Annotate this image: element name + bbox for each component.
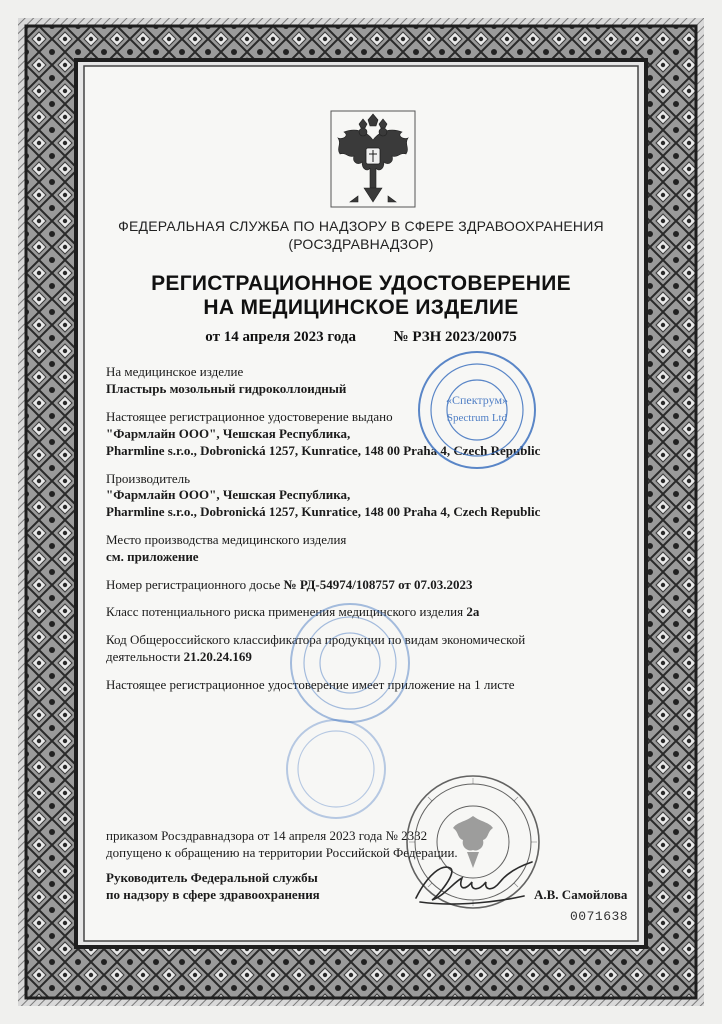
manufacturer-line1: "Фармлайн ООО", Чешская Республика, — [106, 487, 351, 502]
company-stamp-name-ru: «Спектрум» — [445, 393, 509, 407]
okpd-value: 21.20.24.169 — [183, 649, 252, 664]
signatory-title-line2: по надзору в сфере здравоохранения — [106, 887, 320, 902]
production-site-label: Место производства медицинского изделия — [106, 532, 347, 547]
document-title-line2: НА МЕДИЦИНСКОЕ ИЗДЕЛИЕ — [203, 296, 519, 319]
certificate-number: РЗН 2023/20075 — [412, 329, 517, 345]
company-stamp-name-en: Spectrum Ltd — [446, 412, 508, 424]
issued-to-line1: "Фармлайн ООО", Чешская Республика, — [106, 426, 351, 441]
serial-number: 0071638 — [570, 909, 629, 924]
certificate-date: 14 апреля 2023 года — [223, 329, 357, 345]
document-title-line1: РЕГИСТРАЦИОННОЕ УДОСТОВЕРЕНИЕ — [151, 272, 571, 295]
dossier-value: № РД-54974/108757 от 07.03.2023 — [283, 577, 473, 592]
manufacturer-line2: Pharmline s.r.o., Dobronická 1257, Kunratice, 148 00 Praha 4, Czech Republic — [106, 504, 541, 519]
manufacturer-label: Производитель — [106, 471, 191, 486]
company-stamp — [415, 348, 539, 472]
okpd-label-line2: деятельности — [106, 649, 181, 664]
company-stamp-faded-2 — [283, 716, 389, 822]
signatory-name: А.В. Самойлова — [534, 887, 628, 902]
device-label: На медицинское изделие — [106, 364, 244, 379]
issued-to-line2: Pharmline s.r.o., Dobronická 1257, Kunratice, 148 00 Praha 4, Czech Republic — [106, 443, 541, 458]
certificate-date-number — [100, 329, 622, 346]
company-stamp-faded — [287, 600, 413, 726]
dossier-row — [106, 576, 473, 593]
signatory-title-line1: Руководитель Федеральной службы — [106, 870, 318, 885]
okpd-row — [106, 648, 252, 665]
okpd-label-line1: Код Общероссийского классификатора продукции по видам экономической — [106, 632, 526, 647]
risk-class-value: 2а — [466, 604, 480, 619]
date-prefix: от — [205, 329, 220, 345]
order-line1: приказом Росздравнадзора от 14 апреля 2023 года № 2332 — [106, 828, 428, 843]
issued-to-label: Настоящее регистрационное удостоверение выдано — [106, 409, 393, 424]
dossier-label: Номер регистрационного досье — [106, 577, 281, 592]
production-site-value: см. приложение — [106, 549, 199, 564]
agency-name: ФЕДЕРАЛЬНАЯ СЛУЖБА ПО НАДЗОРУ В СФЕРЕ ЗДРАВООХРАНЕНИЯ — [118, 218, 604, 234]
coat-of-arms-emblem — [330, 110, 416, 208]
device-name: Пластырь мозольный гидроколлоидный — [106, 381, 347, 396]
number-sign: № — [393, 329, 409, 345]
agency-abbreviation: (РОСЗДРАВНАДЗОР) — [288, 236, 434, 252]
appendix-note: Настоящее регистрационное удостоверение имеет приложение на 1 листе — [106, 677, 515, 692]
order-line2: допущено к обращению на территории Российской Федерации. — [106, 845, 458, 860]
handwritten-signature — [408, 852, 548, 912]
risk-class-label: Класс потенциального риска применения медицинского изделия — [106, 604, 464, 619]
